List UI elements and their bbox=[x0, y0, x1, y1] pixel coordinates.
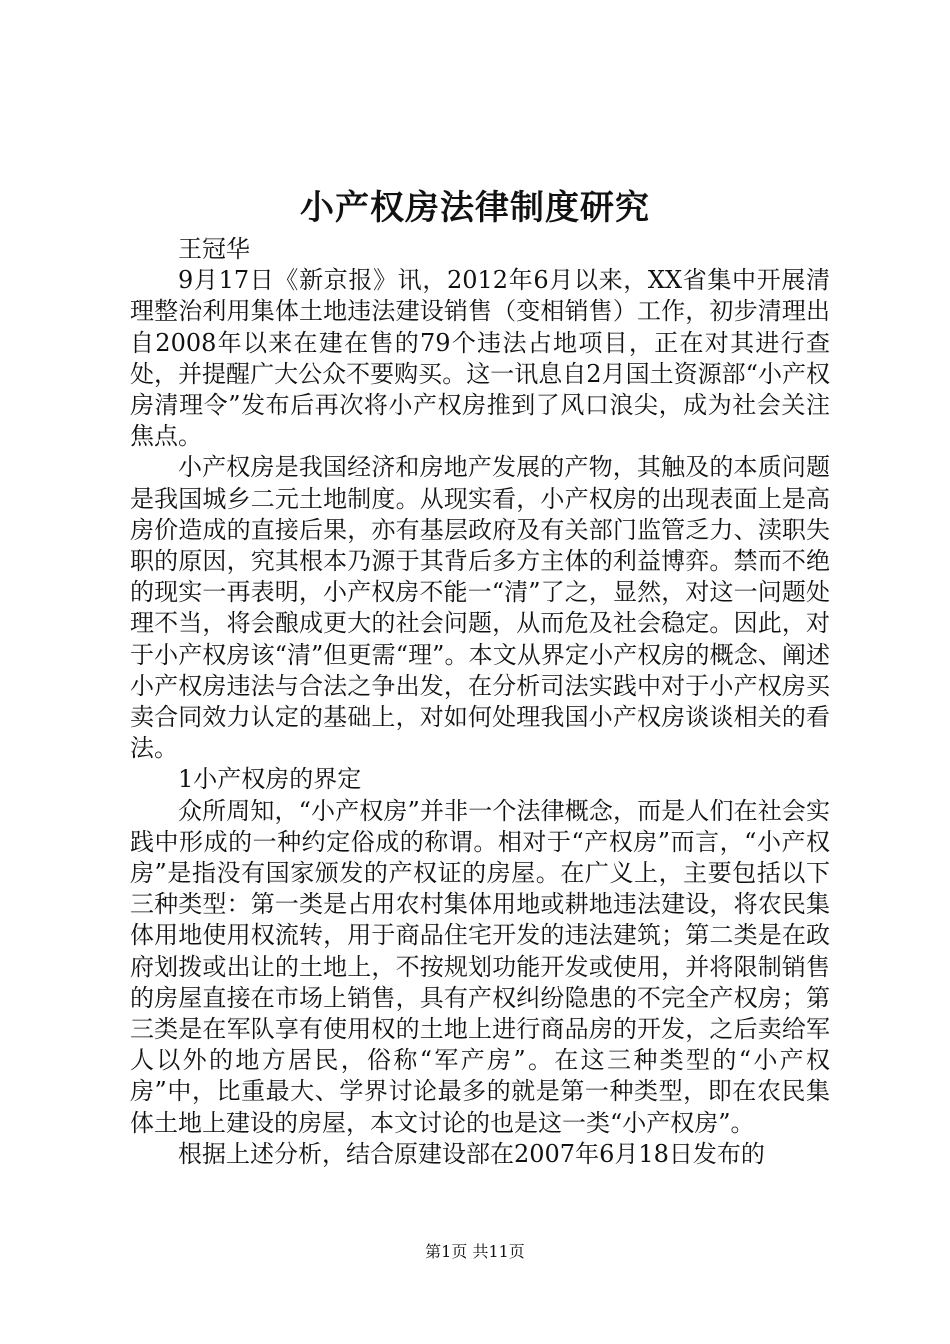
document-title: 小产权房法律制度研究 bbox=[300, 188, 650, 228]
paragraph-3: 众所周知，“小产权房”并非一个法律概念，而是人们在社会实践中形成的一种约定俗成的称谓。相对于“产权房”而言，“小产权房”是指没有国家颁发的产权证的房屋。在广义上，主要包括以下三种类型：第一类是占用农村集体用地或耕地违法建设，将农民集体用地使用权流转，用于商品住宅开发的违法建筑；第二类是在政府划拨或出让的土地上，不按规划功能开发或使用，并将限制销售的房屋直接在市场上销售，具有产权纠纷隐患的不完全产权房；第三类是在军队享有使用权的土地上进行商品房的开发，之后卖给军人以外的地方居民，俗称“军产房”。在这三种类型的“小产权房”中，比重最大、学界讨论最多的就是第一种类型，即在农民集体土地上建设的房屋，本文讨论的也是这一类“小产权房”。 bbox=[130, 796, 830, 1137]
paragraph-4: 根据上述分析，结合原建设部在2007年6月18日发布的 bbox=[178, 1139, 765, 1168]
document-body bbox=[130, 234, 830, 1170]
author-line: 王冠华 bbox=[178, 235, 250, 263]
paragraph-2: 小产权房是我国经济和房地产发展的产物，其触及的本质问题是我国城乡二元土地制度。从现实看，小产权房的出现表面上是高房价造成的直接后果，亦有基层政府及有关部门监管乏力、渎职失职的原因，究其根本乃源于其背后多方主体的利益博弈。禁而不绝的现实一再表明，小产权房不能一“清”了之，显然，对这一问题处理不当，将会酿成更大的社会问题，从而危及社会稳定。因此，对于小产权房该“清”但更需“理”。本文从界定小产权房的概念、阐述小产权房违法与合法之争出发，在分析司法实践中对于小产权房买卖合同效力认定的基础上，对如何处理我国小产权房谈谈相关的看法。 bbox=[130, 453, 830, 763]
paragraph-1: 9月17日《新京报》讯，2012年6月以来，XX省集中开展清理整治利用集体土地违法建设销售（变相销售）工作，初步清理出自2008年以来在建在售的79个违法占地项目，正在对其进行查处，并提醒广大公众不要购买。这一讯息自2月国土资源部“小产权房清理令”发布后再次将小产权房推到了风口浪尖，成为社会关注焦点。 bbox=[130, 266, 830, 451]
page-footer: 第1页 共11页 bbox=[425, 1242, 525, 1261]
section-heading: 1小产权房的界定 bbox=[178, 765, 362, 794]
